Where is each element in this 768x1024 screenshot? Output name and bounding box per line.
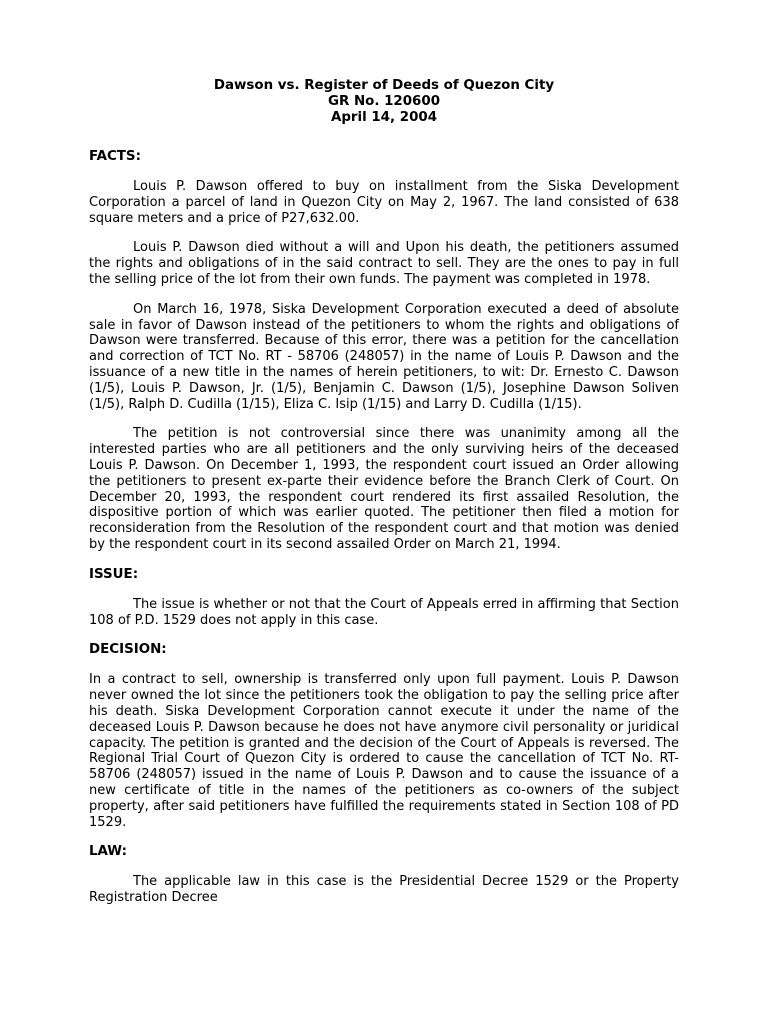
issue-heading: ISSUE: — [89, 566, 139, 582]
case-title: Dawson vs. Register of Deeds of Quezon City — [213, 78, 555, 93]
document-title-block — [89, 78, 679, 126]
facts-heading: FACTS: — [89, 149, 141, 164]
case-number: GR No. 120600 — [327, 94, 441, 109]
decision-paragraph: In a contract to sell, ownership is transferred only upon full payment. Louis P. Dawson never owned the lot since the petitioners took the obligation to pay the selling price after his death. Siska Development Corporation cannot execute it under the name of the deceased Louis P. Dawson because he does not have anymore civil personality or juridical capacity. The petition is granted and the decision of the Court of Appeals is reversed. The Regional Trial Court of Quezon City is ordered to cause the cancellation of TCT No. RT-58706 (248057) issued in the name of Louis P. Dawson and to cause the issuance of a new certificate of title in the names of the petitioners as co-owners of the subject property, after said petitioners have fulfilled the requirements stated in Section 108 of PD 1529. — [89, 672, 679, 830]
facts-paragraph-1: Louis P. Dawson offered to buy on installment from the Siska Development Corporation a parcel of land in Quezon City on May 2, 1967. The land consisted of 638 square meters and a price of P27,632.00. — [89, 179, 679, 226]
law-heading: LAW: — [89, 844, 128, 860]
document-page — [89, 78, 679, 920]
decision-heading: DECISION: — [89, 642, 167, 658]
issue-paragraph: The issue is whether or not that the Court of Appeals erred in affirming that Section 108 of P.D. 1529 does not apply in this case. — [89, 596, 679, 628]
facts-paragraph-2: Louis P. Dawson died without a will and Upon his death, the petitioners assumed the rights and obligations of in the said contract to sell. They are the ones to pay in full the selling price of the lot from their own funds. The payment was completed in 1978. — [89, 240, 679, 287]
facts-paragraph-4: The petition is not controversial since there was unanimity among all the interested parties who are all petitioners and the only surviving heirs of the deceased Louis P. Dawson. On December 1, 1993, the respondent court issued an Order allowing the petitioners to present ex-parte their evidence before the Branch Clerk of Court. On December 20, 1993, the respondent court rendered its first assailed Resolution, the dispositive portion of which was earlier quoted. The petitioner then filed a motion for reconsideration from the Resolution of the respondent court and that motion was denied by the respondent court in its second assailed Order on March 21, 1994. — [89, 426, 679, 552]
facts-paragraph-3: On March 16, 1978, Siska Development Corporation executed a deed of absolute sale in favor of Dawson instead of the petitioners to whom the rights and obligations of Dawson were transferred. Because of this error, there was a petition for the cancellation and correction of TCT No. RT - 58706 (248057) in the name of Louis P. Dawson and the issuance of a new title in the names of herein petitioners, to wit: Dr. Ernesto C. Dawson (1/5), Louis P. Dawson, Jr. (1/5), Benjamin C. Dawson (1/5), Josephine Dawson Soliven (1/5), Ralph D. Cudilla (1/15), Eliza C. Isip (1/15) and Larry D. Cudilla (1/15). — [89, 301, 679, 412]
case-date: April 14, 2004 — [330, 110, 438, 125]
law-paragraph: The applicable law in this case is the Presidential Decree 1529 or the Property Registration Decree — [89, 874, 679, 906]
